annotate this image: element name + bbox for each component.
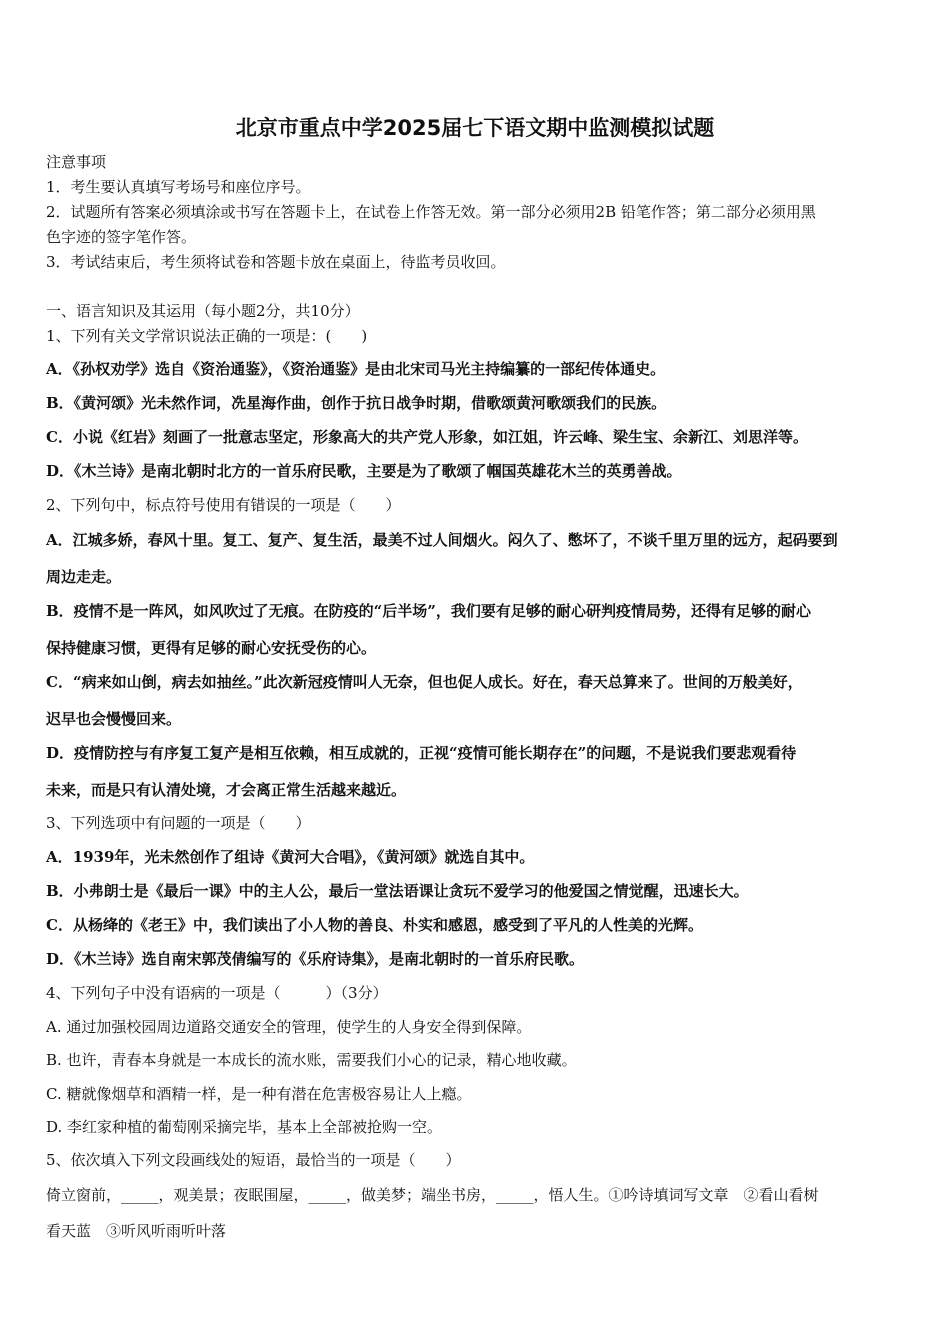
question-3-option-c: C．从杨绛的《老王》中，我们读出了小人物的善良、朴实和感恩，感受到了平凡的人性美的光辉。: [46, 916, 703, 934]
question-2-option-d: D．疫情防控与有序复工复产是相互依赖，相互成就的，正视“疫情可能长期存在”的问题，不是说我们要悲观看待: [46, 744, 797, 762]
question-2-option-b: B．疫情不是一阵风，如风吹过了无痕。在防疫的“后半场”，我们要有足够的耐心研判疫情局势，还得有足够的耐心: [46, 602, 811, 620]
question-3-option-b: B．小弗朗士是《最后一课》中的主人公，最后一堂法语课让贪玩不爱学习的他爱国之情觉醒，迅速长大。: [46, 882, 749, 900]
section-heading: 一、语言知识及其运用（每小题2分，共10分）: [46, 302, 360, 320]
question-4-option-d: D. 李红家种植的葡萄刚采摘完毕，基本上全部被抢购一空。: [46, 1118, 443, 1136]
question-1-stem: 1、下列有关文学常识说法正确的一项是：( ): [46, 327, 368, 345]
notice-item-1: 1．考生要认真填写考场号和座位序号。: [46, 178, 311, 196]
question-4-option-c: C. 糖就像烟草和酒精一样，是一种有潜在危害极容易让人上瘾。: [46, 1085, 472, 1103]
notice-item-2-cont: 色字迹的签字笔作答。: [46, 228, 197, 246]
question-3-stem: 3、下列选项中有问题的一项是（ ）: [46, 814, 311, 832]
question-1-option-c: C．小说《红岩》刻画了一批意志坚定，形象高大的共产党人形象，如江姐，许云峰、梁生宝、余新江、刘思洋等。: [46, 428, 808, 446]
question-4-stem: 4、下列句子中没有语病的一项是（ ）（3分）: [46, 984, 388, 1002]
question-5-text: 倚立窗前，_____，观美景；夜眠围屋，_____，做美梦；端坐书房，_____，悟人生。①吟诗填词写文章 ②看山看树: [46, 1186, 819, 1204]
question-3-option-d: D．《木兰诗》选自南宋郭茂倩编写的《乐府诗集》，是南北朝时的一首乐府民歌。: [46, 950, 585, 968]
notice-heading: 注意事项: [46, 153, 107, 171]
notice-item-2: 2．试题所有答案必须填涂或书写在答题卡上，在试卷上作答无效。第一部分必须用2B 铅笔作答；第二部分必须用黑: [46, 203, 816, 221]
question-2-stem: 2、下列句中，标点符号使用有错误的一项是（ ）: [46, 496, 401, 514]
question-2-option-a: A．江城多娇，春风十里。复工、复产、复生活，最美不过人间烟火。闷久了、憋坏了，不谈千里万里的远方，起码要到: [46, 531, 838, 549]
question-2-option-c-cont: 迟早也会慢慢回来。: [46, 710, 182, 728]
question-2-option-b-cont: 保持健康习惯，更得有足够的耐心安抚受伤的心。: [46, 639, 377, 657]
question-1-option-b: B．《黄河颂》光未然作词，冼星海作曲，创作于抗日战争时期，借歌颂黄河歌颂我们的民族。: [46, 394, 667, 412]
page-title: 北京市重点中学2025届七下语文期中监测模拟试题: [235, 116, 715, 140]
question-1-option-a: A．《孙权劝学》选自《资治通鉴》，《资治通鉴》是由北宋司马光主持编纂的一部纪传体通史。: [46, 360, 666, 378]
question-5-stem: 5、依次填入下列文段画线处的短语，最恰当的一项是（ ）: [46, 1151, 461, 1169]
question-4-option-b: B. 也许，青春本身就是一本成长的流水账，需要我们小心的记录，精心地收藏。: [46, 1051, 577, 1069]
question-4-option-a: A. 通过加强校园周边道路交通安全的管理，使学生的人身安全得到保障。: [46, 1018, 532, 1036]
question-5-text-cont: 看天蓝 ③听风听雨听叶落: [46, 1222, 227, 1240]
question-2-option-a-cont: 周边走走。: [46, 568, 122, 586]
question-2-option-c: C．“病来如山倒，病去如抽丝。”此次新冠疫情叫人无奈，但也促人成长。好在，春天总算来了。世间的万般美好，: [46, 673, 803, 691]
question-3-option-a: A．1939年，光未然创作了组诗《黄河大合唱》，《黄河颂》就选自其中。: [46, 848, 535, 866]
question-1-option-d: D．《木兰诗》是南北朝时北方的一首乐府民歌，主要是为了歌颂了帼国英雄花木兰的英勇善战。: [46, 462, 682, 480]
question-2-option-d-cont: 未来，而是只有认清处境，才会离正常生活越来越近。: [46, 781, 407, 799]
notice-item-3: 3．考试结束后，考生须将试卷和答题卡放在桌面上，待监考员收回。: [46, 253, 506, 271]
